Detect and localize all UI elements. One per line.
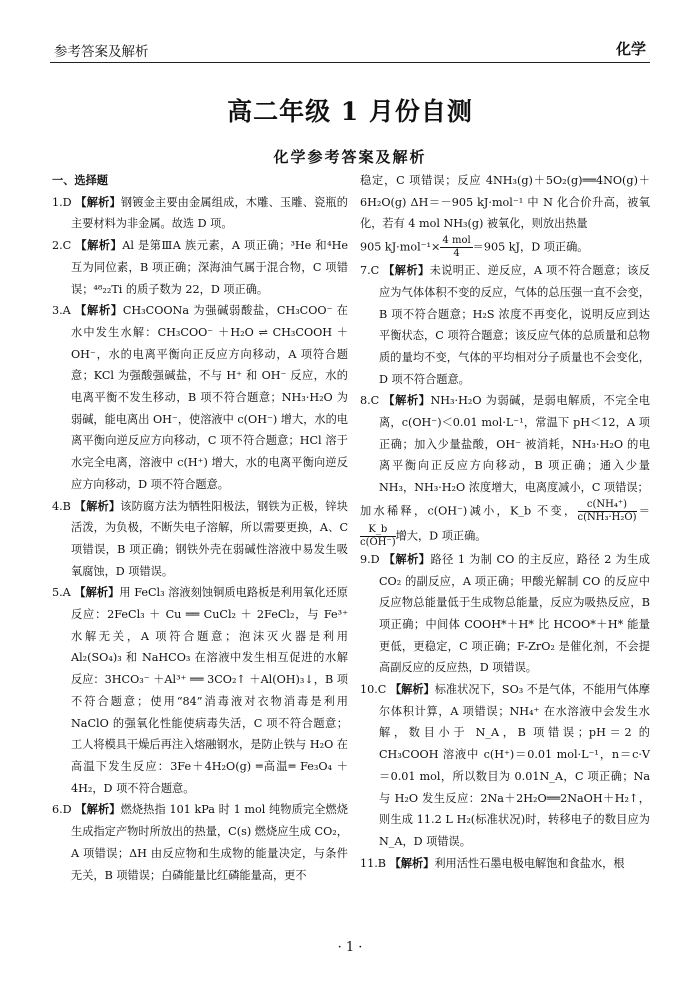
fraction-numerator: K_b	[360, 524, 396, 537]
analysis-tag: 【解析】	[75, 238, 123, 253]
analysis-text: 燃烧热指 101 kPa 时 1 mol 纯物质完全燃烧生成指定产物时所放出的热量，C(s) 燃烧应生成 CO₂，A 项错误；ΔH 由反应物和生成物的能量决定，与条件无关，B 项错误；白磷能量比红磷能量高，更不	[71, 803, 348, 882]
question-number: 8.C	[360, 394, 380, 408]
question-number: 7.C	[360, 264, 380, 278]
section-heading: 一、选择题	[52, 173, 108, 187]
item-6-cont-text: 稳定，C 项错误；反应 4NH₃(g)＋5O₂(g)══4NO(g)＋6H₂O(g) ΔH＝－905 kJ·mol⁻¹ 中 N 化合价升高，被氧化，若有 4 mol NH₃(g) 被氧化，则放出热量	[360, 174, 650, 231]
question-number: 3.A	[52, 304, 71, 318]
question-item	[360, 260, 650, 390]
item-8-tail	[360, 499, 650, 549]
left-column	[52, 170, 348, 886]
analysis-text: CH₃COONa 为强碱弱酸盐，CH₃COO⁻ 在水中发生水解：CH₃COO⁻ ＋H₂O ⇌ CH₃COOH ＋OH⁻，水的电离平衡向正反应方向移动，A 项符合题意；KCl 为强酸强碱盐，不与 H⁺ 和 OH⁻ 反应，水的电离平衡不发生移动，B 项不符合题意；NH₃·H₂O 为弱碱，能电离出 OH⁻，使溶液中 c(OH⁻) 增大，水的电离平衡向逆反应方向移动，C 项不符合题意；HCl 溶于水完全电离，溶液中 c(H⁺) 增大，水的电离平衡向逆反应方向移动，D 项不符合题意。	[71, 304, 348, 491]
question-number: 11.B	[360, 856, 387, 870]
question-number: 5.A	[52, 586, 71, 600]
analysis-tag: 【解析】	[389, 855, 435, 870]
right-question-list	[360, 260, 650, 499]
question-item	[360, 549, 650, 679]
fraction-nh4	[578, 499, 637, 524]
page-title: 高二年级 1 月份自测	[227, 97, 473, 126]
question-number: 2.C	[52, 239, 72, 253]
page-header	[50, 36, 650, 63]
question-item	[52, 235, 348, 300]
analysis-tag: 【解析】	[383, 393, 431, 408]
page-number: · 1 ·	[337, 940, 363, 955]
page-subtitle: 化学参考答案及解析	[273, 148, 427, 166]
analysis-text: 该防腐方法为牺牲阳极法，钢铁为正极，锌块活泼，为负极，不断失电子溶解，所以需要更换，A、C 项错误，B 项正确；钢铁外壳在弱碱性溶液中易发生吸氧腐蚀，D 项错误。	[71, 499, 348, 578]
question-item	[52, 582, 348, 799]
fraction-numerator: 4 mol	[442, 235, 471, 247]
fraction-denominator: c(OH⁻)	[360, 536, 396, 548]
equals-sign: ＝	[636, 504, 650, 518]
question-item	[360, 679, 650, 853]
question-item	[52, 192, 348, 235]
header-left: 参考答案及解析	[54, 44, 149, 60]
formula-prefix: 905 kJ·mol⁻¹×	[360, 240, 441, 254]
fraction	[440, 235, 472, 260]
analysis-text: Al 是第ⅢA 族元素，A 项正确；³He 和⁴He 互为同位素，B 项正确；深海油气属于混合物，C 项错误；⁴⁸₂₂Ti 的质子数为 22，D 项正确。	[71, 239, 348, 296]
right-question-list-2	[360, 549, 650, 875]
analysis-tag: 【解析】	[389, 682, 435, 697]
question-item	[52, 496, 348, 583]
right-column	[360, 170, 650, 874]
analysis-tag: 【解析】	[74, 498, 121, 513]
item-8-tail-text: 加水稀释，c(OH⁻)减小，K_b 不变，	[360, 504, 578, 518]
analysis-tag: 【解析】	[383, 551, 431, 566]
question-number: 4.B	[52, 499, 71, 513]
analysis-text: 用 FeCl₃ 溶液刻蚀铜质电路板是利用氧化还原反应：2FeCl₃ ＋ Cu ══ CuCl₂ ＋ 2FeCl₂，与 Fe³⁺ 水解无关，A 项符合题意；泡沫灭火器是利用 Al₂(SO₄)₃ 和 NaHCO₃ 在溶液中发生相互促进的水解反应：3HCO₃⁻ ＋Al³⁺ ══ 3CO₂↑ ＋Al(OH)₃↓，B 项不符合题意；使用“84”消毒液对衣物消毒是利用 NaClO 的强氧化性能使病毒失活，C 项不符合题意；工人将模具干燥后再注入熔融钢水，是防止铁与 H₂O 在高温下发生反应：3Fe＋4H₂O(g) ═高温═ Fe₃O₄ ＋4H₂，D 项不符合题意。	[71, 586, 348, 795]
question-item	[52, 799, 348, 886]
analysis-text: 标准状况下，SO₃ 不是气体，不能用气体摩尔体积计算，A 项错误；NH₄⁺ 在水溶液中会发生水解，数目小于 N_A，B 项错误；pH＝2 的 CH₃COOH 溶液中 c(H⁺)＝0.01 mol·L⁻¹，n＝c·V＝0.01 mol，所以数目为 0.01N_A，C 项正确；Na 与 H₂O 发生反应：2Na＋2H₂O══2NaOH＋H₂↑，则生成 11.2 L H₂(标准状况)时，转移电子的数目应为 N_A，D 项错误。	[379, 683, 650, 848]
analysis-text: 利用活性石墨电极电解饱和食盐水，根	[434, 856, 625, 870]
fraction-denominator: c(NH₃·H₂O)	[577, 511, 637, 523]
fraction-denominator: 4	[453, 248, 460, 260]
analysis-tag: 【解析】	[75, 303, 123, 318]
question-item	[360, 390, 650, 499]
question-item	[52, 300, 348, 495]
question-number: 6.D	[52, 803, 72, 817]
analysis-tag: 【解析】	[75, 194, 121, 209]
question-number: 10.C	[360, 683, 387, 697]
analysis-tag: 【解析】	[383, 263, 430, 278]
item-8-tail-end: 增大，D 项正确。	[395, 529, 487, 543]
header-subject: 化学	[615, 40, 646, 58]
analysis-text: 路径 1 为制 CO 的主反应，路径 2 为生成 CO₂ 的副反应，A 项正确；甲酸光解制 CO 的反应中反应物总能量低于生成物总能量，反应为吸热反应，B 项正确；中间体 COOH*＋H* 比 HCOO*＋H* 能量更低，更稳定，C 项正确；F-ZrO₂ 是催化剂，不会提高副反应的反应热，D 项错误。	[379, 552, 650, 675]
analysis-text: 未说明正、逆反应，A 项不符合题意；该反应为气体体积不变的反应，气体的总压强一直不会变，B 项不符合题意；H₂S 浓度不再变化，说明反应到达平衡状态，C 项符合题意；该反应气体的总质量和总物质的量均不变，气体的平均相对分子质量也不会变化，D 项不符合题意。	[379, 264, 650, 386]
analysis-text: 钢镀金主要由金属组成，木雕、玉雕、瓷瓶的主要材料为非金属。故选 D 项。	[71, 195, 348, 231]
item-6-continuation	[360, 170, 650, 235]
analysis-tag: 【解析】	[75, 802, 121, 817]
fraction-kb	[360, 524, 396, 549]
left-question-list	[52, 192, 348, 887]
analysis-tag: 【解析】	[74, 585, 120, 600]
question-number: 9.D	[360, 552, 380, 566]
fraction-numerator: c(NH₄⁺)	[578, 499, 637, 512]
item-6-formula-line	[360, 235, 650, 260]
question-number: 1.D	[52, 195, 72, 209]
question-item	[360, 853, 650, 875]
formula-suffix: ＝905 kJ，D 项正确。	[472, 240, 589, 254]
analysis-text: NH₃·H₂O 为弱碱，是弱电解质，不完全电离，c(OH⁻)＜0.01 mol·L⁻¹，常温下 pH＜12，A 项正确；加入少量盐酸，OH⁻ 被消耗，NH₃·H₂O 的电离平衡向正反应方向移动，B 项正确；通入少量 NH₃，NH₃·H₂O 浓度增大，电离度减小，C 项错误；	[379, 394, 650, 495]
